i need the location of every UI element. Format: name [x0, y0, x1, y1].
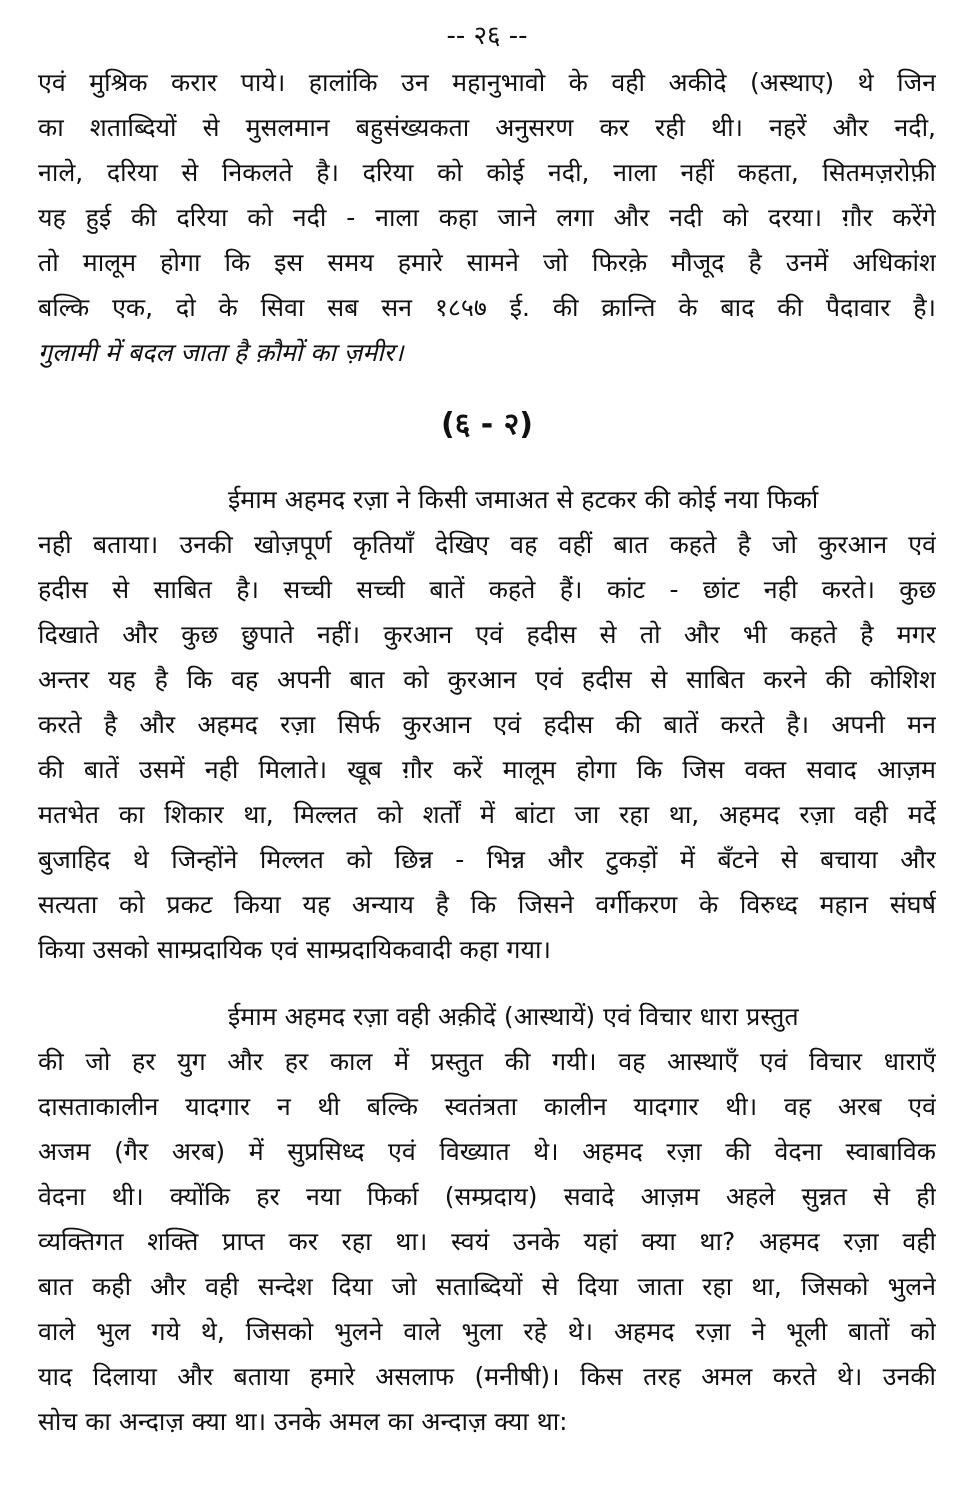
text-line: की बातें उसमें नही मिलाते। खूब ग़ौर करें मालूम होगा कि जिस वक्त सवाद आज़म	[38, 755, 936, 784]
text-line: हदीस से साबित है। सच्ची सच्ची बातें कहते हैं। कांट - छांट नही करते। कुछ	[38, 575, 936, 604]
text-line: करते है और अहमद रज़ा सिर्फ कुरआन एवं हदीस की बातें करते है। अपनी मन	[38, 710, 936, 739]
section-heading: (६ - २)	[441, 407, 533, 442]
text-line: बल्कि एक, दो के सिवा सब सन १८५७ ई. की क्रान्ति के बाद की पैदावार है।	[38, 293, 936, 322]
text-line: नाले, दरिया से निकलते है। दरिया को कोई नदी, नाला नहीं कहता, सितमज़रोफ़ी	[38, 158, 936, 187]
text-line: अजम (गैर अरब) में सुप्रसिध्द एवं विख्यात थे। अहमद रज़ा की वेदना स्वाबाविक	[38, 1137, 936, 1166]
text-line: ईमाम अहमद रज़ा वही अक़ीदें (आस्थायें) एवं विचार धारा प्रस्तुत	[228, 1002, 799, 1031]
text-line: वेदना थी। क्योंकि हर नया फिर्का (सम्प्रदाय) सवादे आज़म अहले सुन्नत से ही	[38, 1182, 936, 1211]
text-line: दिखाते और कुछ छुपाते नहीं। कुरआन एवं हदीस से तो और भी कहते है मगर	[38, 620, 936, 649]
text-line: वाले भुल गये थे, जिसको भुलने वाले भुला रहे थे। अहमद रज़ा ने भूली बातों को	[38, 1317, 936, 1346]
text-line: दासताकालीन यादगार न थी बल्कि स्वतंत्रता कालीन यादगार थी। वह अरब एवं	[38, 1092, 936, 1121]
text-line: बुजाहिद थे जिन्होंने मिल्लत को छिन्न - भिन्न और टुकड़ों में बँटने से बचाया और	[38, 845, 936, 874]
text-line: सोच का अन्दाज़ क्या था। उनके अमल का अन्दाज़ क्या था:	[38, 1407, 568, 1436]
document-page	[38, 12, 936, 1444]
text-line: सत्यता को प्रकट किया यह अन्याय है कि जिसने वर्गीकरण के विरुध्द महान संघर्ष	[38, 890, 936, 919]
text-line: मतभेत का शिकार था, मिल्लत को शर्तों में बांटा जा रहा था, अहमद रज़ा वही मर्दे	[38, 800, 936, 829]
page-number: -- २६ --	[446, 21, 528, 51]
text-line: याद दिलाया और बताया हमारे असलाफ (मनीषी)। किस तरह अमल करते थे। उनकी	[38, 1362, 936, 1391]
text-line: तो मालूम होगा कि इस समय हमारे सामने जो फिरक़े मौजूद है उनमें अधिकांश	[38, 248, 936, 277]
text-line: का शताब्दियों से मुसलमान बहुसंख्यकता अनुसरण कर रही थी। नहरें और नदी,	[38, 113, 936, 142]
paragraph-1	[38, 477, 936, 972]
paragraph-2	[38, 994, 936, 1444]
text-line: की जो हर युग और हर काल में प्रस्तुत की गयी। वह आस्थाएँ एवं विचार धाराएँ	[38, 1047, 936, 1076]
text-line: किया उसको साम्प्रदायिक एवं साम्प्रदायिकवादी कहा गया।	[38, 935, 551, 964]
text-line: व्यक्तिगत शक्ति प्राप्त कर रहा था। स्वयं उनके यहां क्या था? अहमद रज़ा वही	[38, 1227, 936, 1256]
section-1-text	[38, 60, 936, 375]
text-line: नही बताया। उनकी खोज़पूर्ण कृतियाँ देखिए वह वहीं बात कहते है जो कुरआन एवं	[38, 530, 936, 559]
text-line: अन्तर यह है कि वह अपनी बात को कुरआन एवं हदीस से साबित करने की कोशिश	[38, 665, 936, 694]
text-line: बात कही और वही सन्देश दिया जो सताब्दियों से दिया जाता रहा था, जिसको भुलने	[38, 1272, 936, 1301]
text-line: ईमाम अहमद रज़ा ने किसी जमाअत से हटकर की कोई नया फिर्का	[228, 485, 819, 514]
text-line: यह हुई की दरिया को नदी - नाला कहा जाने लगा और नदी को दरया। ग़ौर करेंगे	[38, 203, 936, 232]
text-line: एवं मुश्रिक करार पाये। हालांकि उन महानुभावो के वही अकीदे (अस्थाए) थे जिन	[38, 68, 936, 97]
paragraph-gap	[38, 972, 936, 994]
quote-line: गुलामी में बदल जाता है क़ौमों का ज़मीर।	[38, 338, 404, 367]
